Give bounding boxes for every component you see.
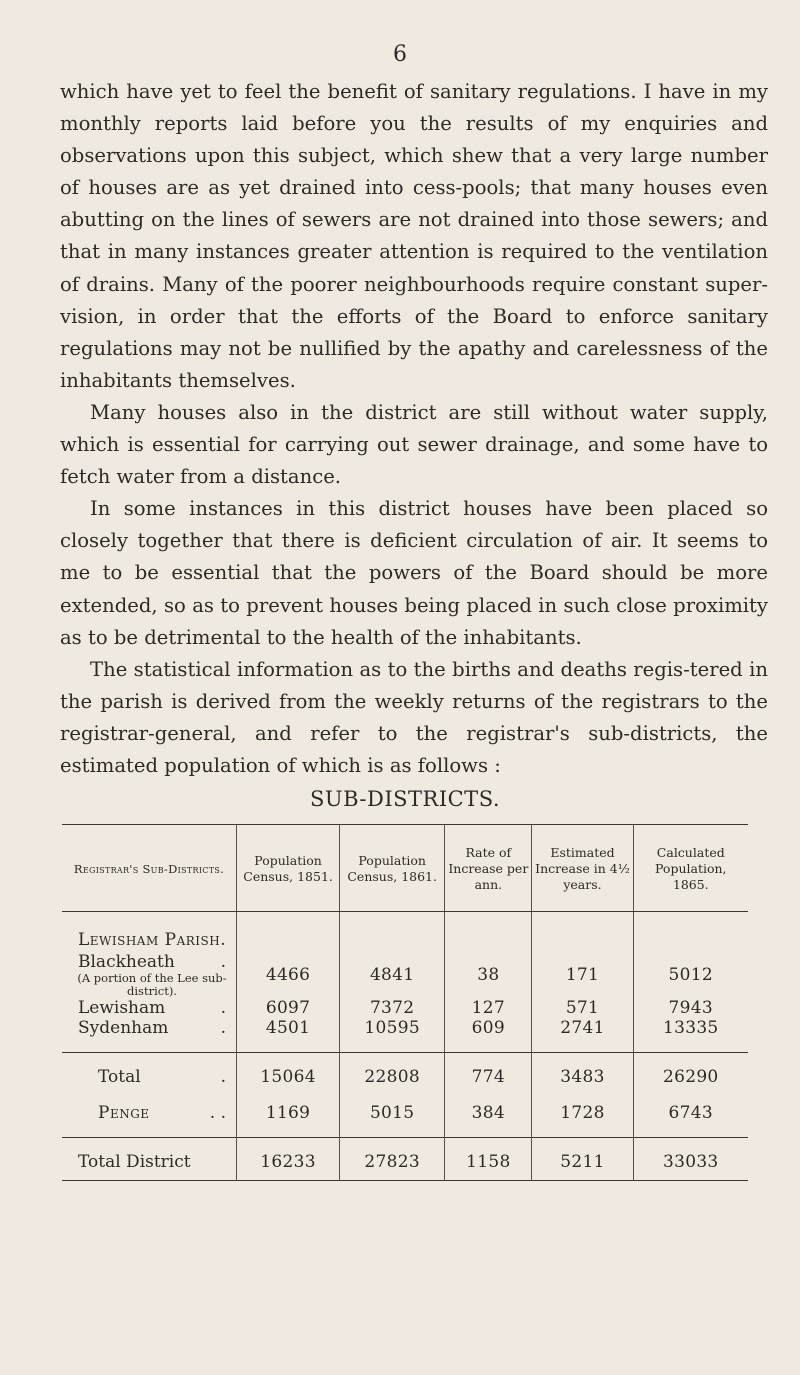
header-census-1851: Population Census, 1851. [237, 825, 340, 912]
cell-1851: 1169 [237, 1097, 340, 1138]
row-name-cell [62, 1097, 237, 1138]
cell-rate: 609 [445, 1018, 532, 1053]
row-name-cell [62, 1138, 237, 1181]
cell-estimated: 1728 [532, 1097, 633, 1138]
row-name-cell [62, 950, 237, 998]
cell-estimated: 571 [532, 998, 633, 1018]
cell-rate: 127 [445, 998, 532, 1018]
total-row [62, 1053, 748, 1098]
row-name: Blackheath [78, 952, 175, 972]
table-header-row [62, 825, 748, 912]
row-name: Lewisham [78, 998, 166, 1018]
paragraph-4: The statistical information as to the births and deaths regis-tered in the parish is derived from the weekly returns of the registrars to the registrar-general, and refer to the registrar's sub-districts, the estimated population of which is as follows : [60, 657, 768, 777]
page-number: 6 [393, 42, 407, 67]
penge-row [62, 1097, 748, 1138]
leader-dots: . [220, 1018, 226, 1038]
cell-estimated: 5211 [532, 1138, 633, 1181]
table-row [62, 998, 748, 1018]
row-name-cell [62, 998, 237, 1018]
leader-dots: . . [209, 1103, 226, 1123]
cell-estimated: 3483 [532, 1053, 633, 1098]
cell-calculated: 6743 [633, 1097, 748, 1138]
cell-1851: 16233 [237, 1138, 340, 1181]
header-rate-of-increase: Rate of Increase per ann. [445, 825, 532, 912]
row-note: (A portion of the Lee sub-district). [77, 971, 227, 998]
row-name: Total [98, 1067, 141, 1087]
parish-label-row [62, 912, 748, 951]
cell-1861: 7372 [340, 998, 445, 1018]
cell-estimated: 171 [532, 950, 633, 998]
cell-1851: 15064 [237, 1053, 340, 1098]
cell-rate: 774 [445, 1053, 532, 1098]
row-name: Penge [98, 1103, 150, 1123]
cell-1851: 4501 [237, 1018, 340, 1053]
row-name: Sydenham [78, 1018, 169, 1038]
body-text [60, 76, 768, 782]
leader-dots: . [220, 952, 226, 972]
sub-districts-table [62, 824, 748, 1181]
cell-1861: 22808 [340, 1053, 445, 1098]
paragraph-1: which have yet to feel the benefit of sanitary regulations. I have in my monthly reports laid before you the results of my enquiries and observations upon this subject, which shew that a very large number of houses are as yet drained into cess-pools; that many houses even abutting on the lines of sewers are not drained into those sewers; and that in many instances greater attention is required to the ventilation of drains. Many of the poorer neighbourhoods require constant super-vision, in order that the efforts of the Board to enforce sanitary regulations may not be nullified by the apathy and carelessness of the inhabitants themselves. [60, 80, 768, 392]
cell-1851: 4466 [237, 950, 340, 998]
cell-calculated: 33033 [633, 1138, 748, 1181]
cell-rate: 1158 [445, 1138, 532, 1181]
grand-total-row [62, 1138, 748, 1181]
leader-dots: . [220, 998, 226, 1018]
table-title: SUB-DISTRICTS. [309, 787, 501, 811]
cell-1861: 27823 [340, 1138, 445, 1181]
cell-1861: 5015 [340, 1097, 445, 1138]
cell-1851: 6097 [237, 998, 340, 1018]
header-estimated-increase: Estimated Increase in 4½ years. [532, 825, 633, 912]
table-row [62, 1018, 748, 1053]
cell-estimated: 2741 [532, 1018, 633, 1053]
cell-1861: 4841 [340, 950, 445, 998]
cell-calculated: 26290 [633, 1053, 748, 1098]
cell-calculated: 5012 [633, 950, 748, 998]
parish-label: Lewisham Parish. [78, 930, 227, 950]
header-census-1861: Population Census, 1861. [340, 825, 445, 912]
header-calculated-population: Calculated Population, 1865. [633, 825, 748, 912]
paragraph-2: Many houses also in the district are still without water supply, which is essential for carrying out sewer drainage, and some have to fetch water from a distance. [60, 400, 768, 489]
cell-calculated: 13335 [633, 1018, 748, 1053]
row-name: Total District [78, 1152, 191, 1172]
paragraph-3: In some instances in this district houses have been placed so closely together that there is deficient circulation of air. It seems to me to be essential that the powers of the Board should be more extended, so as to prevent houses being placed in such close proximity as to be detrimental to the health of the inhabitants. [60, 497, 768, 649]
cell-rate: 384 [445, 1097, 532, 1138]
header-registrar-sub-districts: Registrar's Sub-Districts. [62, 825, 237, 912]
row-name-cell [62, 1053, 237, 1098]
cell-1861: 10595 [340, 1018, 445, 1053]
cell-rate: 38 [445, 950, 532, 998]
leader-dots: . [220, 1067, 226, 1087]
table-row [62, 950, 748, 998]
row-name-cell [62, 1018, 237, 1053]
cell-calculated: 7943 [633, 998, 748, 1018]
